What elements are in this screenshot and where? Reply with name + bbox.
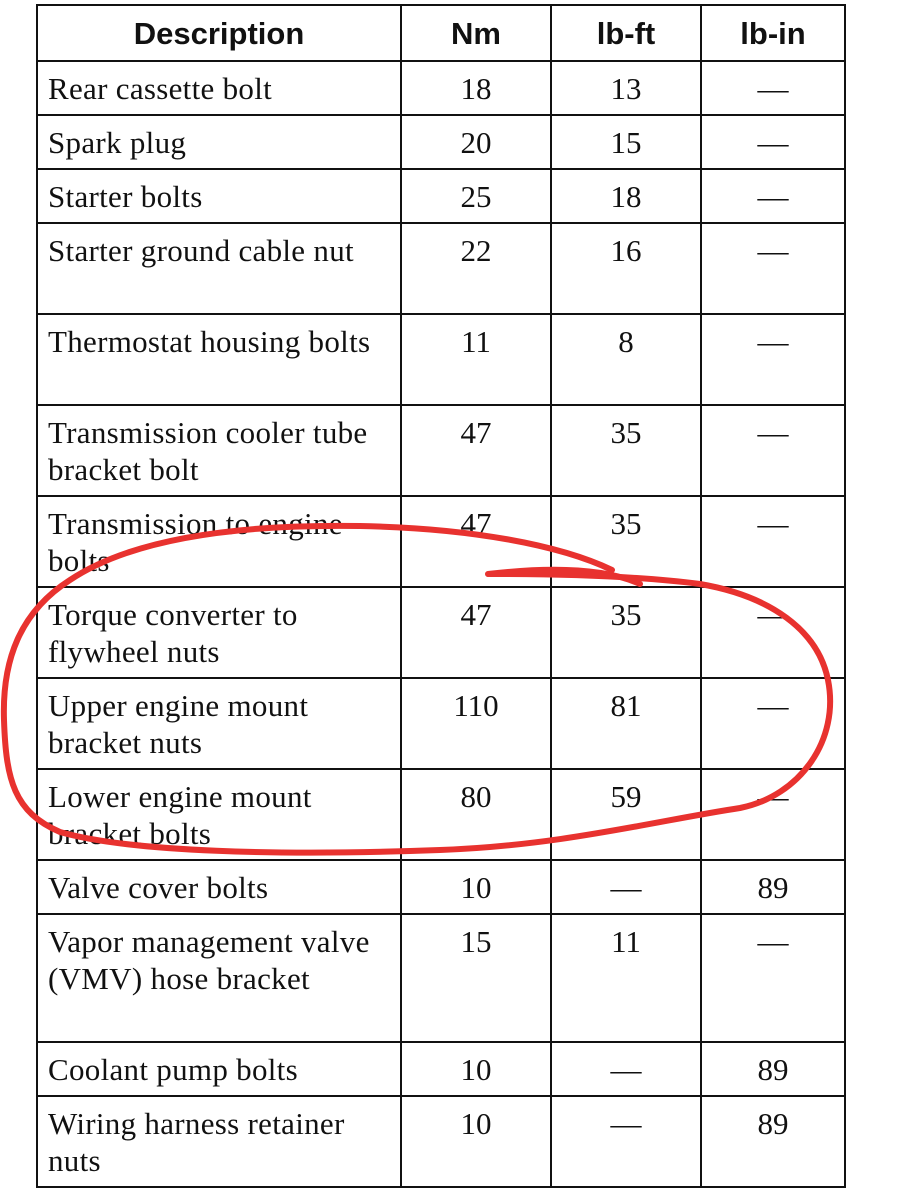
row-description: Starter ground cable nut (37, 223, 401, 314)
column-header-nm: Nm (401, 5, 551, 61)
row-lb-in: — (701, 223, 845, 314)
table-row (37, 314, 845, 405)
row-lb-in: — (701, 61, 845, 115)
table-row (37, 769, 845, 860)
row-lb-ft: 15 (551, 115, 701, 169)
row-description: Transmission to engine bolts (37, 496, 401, 587)
row-description: Vapor management valve (VMV) hose bracket (37, 914, 401, 1042)
row-description: Rear cassette bolt (37, 61, 401, 115)
row-description: Coolant pump bolts (37, 1042, 401, 1096)
table-row (37, 860, 845, 914)
column-header-lb-ft: lb-ft (551, 5, 701, 61)
row-description: Lower engine mount bracket bolts (37, 769, 401, 860)
row-lb-ft: 35 (551, 496, 701, 587)
row-lb-ft: — (551, 860, 701, 914)
row-nm: 10 (401, 860, 551, 914)
row-lb-ft: 59 (551, 769, 701, 860)
row-description: Spark plug (37, 115, 401, 169)
row-lb-in: — (701, 496, 845, 587)
row-nm: 11 (401, 314, 551, 405)
row-lb-ft: — (551, 1042, 701, 1096)
row-description: Upper engine mount bracket nuts (37, 678, 401, 769)
row-description: Thermostat housing bolts (37, 314, 401, 405)
row-nm: 10 (401, 1042, 551, 1096)
row-nm: 18 (401, 61, 551, 115)
row-lb-in: 89 (701, 860, 845, 914)
row-lb-in: — (701, 769, 845, 860)
row-description: Valve cover bolts (37, 860, 401, 914)
row-nm: 80 (401, 769, 551, 860)
torque-spec-table (36, 4, 846, 1188)
column-header-lb-in: lb-in (701, 5, 845, 61)
torque-spec-table-container (36, 4, 844, 1188)
row-lb-ft: 13 (551, 61, 701, 115)
row-lb-ft: 16 (551, 223, 701, 314)
table-row (37, 169, 845, 223)
row-description: Transmission cooler tube bracket bolt (37, 405, 401, 496)
row-nm: 47 (401, 405, 551, 496)
table-row (37, 223, 845, 314)
row-lb-ft: 81 (551, 678, 701, 769)
row-nm: 10 (401, 1096, 551, 1187)
row-lb-in: 89 (701, 1096, 845, 1187)
table-row (37, 1096, 845, 1187)
row-nm: 22 (401, 223, 551, 314)
row-lb-in: — (701, 314, 845, 405)
row-lb-in: — (701, 587, 845, 678)
row-lb-ft: 35 (551, 587, 701, 678)
row-lb-ft: — (551, 1096, 701, 1187)
row-nm: 47 (401, 587, 551, 678)
row-lb-ft: 11 (551, 914, 701, 1042)
row-nm: 110 (401, 678, 551, 769)
table-row (37, 496, 845, 587)
row-nm: 25 (401, 169, 551, 223)
table-row (37, 587, 845, 678)
table-row (37, 115, 845, 169)
row-description: Torque converter to flywheel nuts (37, 587, 401, 678)
table-row (37, 405, 845, 496)
row-lb-in: — (701, 405, 845, 496)
row-lb-ft: 8 (551, 314, 701, 405)
row-lb-in: — (701, 115, 845, 169)
row-lb-in: — (701, 169, 845, 223)
table-row (37, 61, 845, 115)
row-lb-ft: 18 (551, 169, 701, 223)
row-lb-ft: 35 (551, 405, 701, 496)
row-description: Starter bolts (37, 169, 401, 223)
row-lb-in: — (701, 678, 845, 769)
row-nm: 20 (401, 115, 551, 169)
row-description: Wiring harness retainer nuts (37, 1096, 401, 1187)
column-header-description: Description (37, 5, 401, 61)
row-lb-in: 89 (701, 1042, 845, 1096)
table-row (37, 914, 845, 1042)
row-nm: 47 (401, 496, 551, 587)
row-nm: 15 (401, 914, 551, 1042)
table-row (37, 678, 845, 769)
table-row (37, 1042, 845, 1096)
table-header-row (37, 5, 845, 61)
row-lb-in: — (701, 914, 845, 1042)
